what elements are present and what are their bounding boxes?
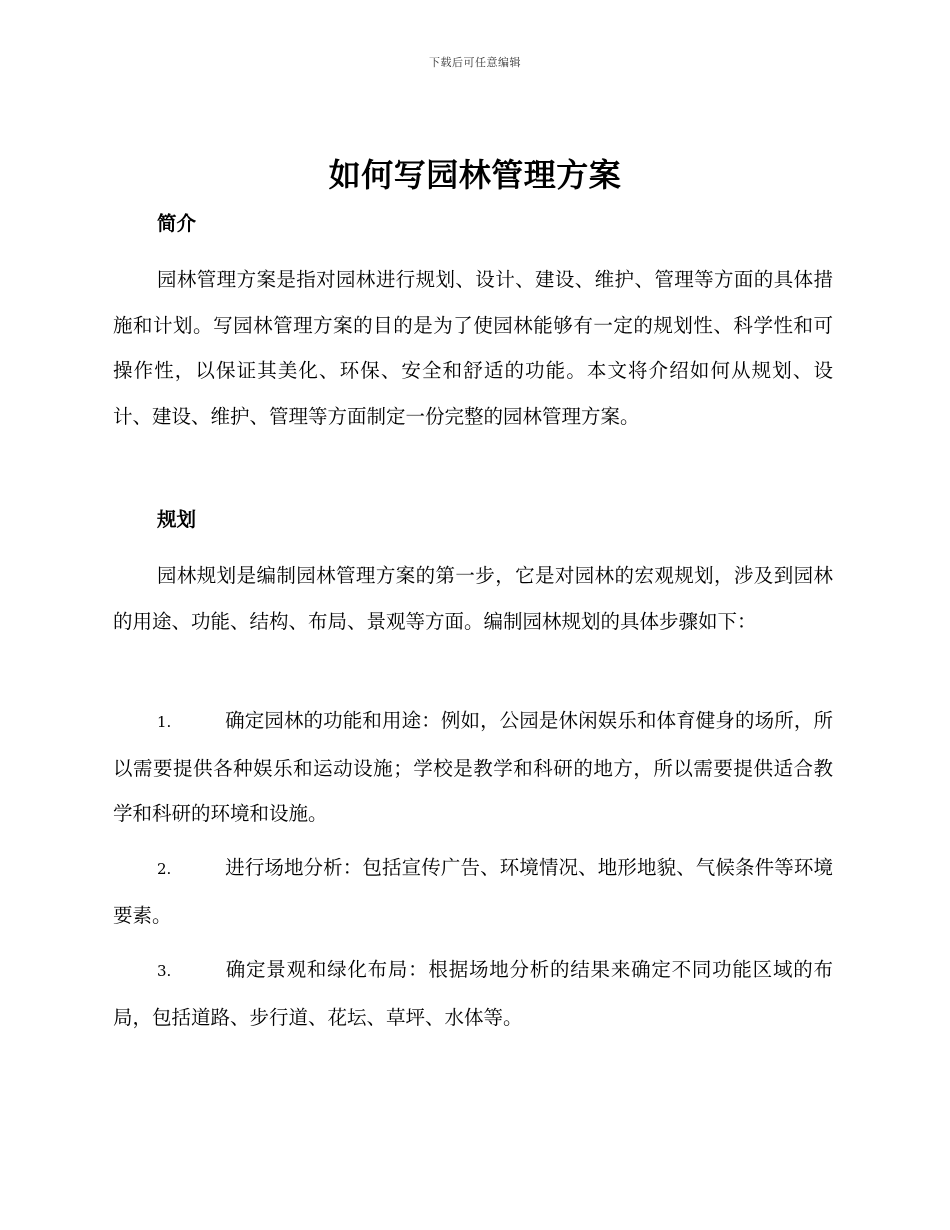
header-note: 下载后可任意编辑 <box>429 56 521 69</box>
planning-paragraph: 园林规划是编制园林管理方案的第一步，它是对园林的宏观规划，涉及到园林的用途、功能、结构、布局、景观等方面。编制园林规划的具体步骤如下： <box>113 564 833 633</box>
list-item <box>113 947 833 1040</box>
list-item-text: 进行场地分析：包括宣传广告、环境情况、地形地貌、气候条件等环境要素。 <box>113 856 833 927</box>
list-item-number: 2. <box>157 860 172 878</box>
section-heading-planning: 规划 <box>157 508 197 531</box>
section-heading-intro: 简介 <box>157 212 197 235</box>
list-item-text: 确定景观和绿化布局：根据场地分析的结果来确定不同功能区域的布局，包括道路、步行道、花坛、草坪、水体等。 <box>113 958 833 1029</box>
intro-paragraph: 园林管理方案是指对园林进行规划、设计、建设、维护、管理等方面的具体措施和计划。写园林管理方案的目的是为了使园林能够有一定的规划性、科学性和可操作性，以保证其美化、环保、安全和舒适的功能。本文将介绍如何从规划、设计、建设、维护、管理等方面制定一份完整的园林管理方案。 <box>113 268 833 428</box>
list-item-number: 1. <box>157 713 172 731</box>
list-item-text: 确定园林的功能和用途：例如，公园是休闲娱乐和体育健身的场所，所以需要提供各种娱乐和运动设施；学校是教学和科研的地方，所以需要提供适合教学和科研的环境和设施。 <box>113 709 833 825</box>
list-item <box>113 845 833 938</box>
list-item <box>113 698 833 837</box>
list-item-number: 3. <box>157 962 172 980</box>
document-title: 如何写园林管理方案 <box>328 156 622 194</box>
